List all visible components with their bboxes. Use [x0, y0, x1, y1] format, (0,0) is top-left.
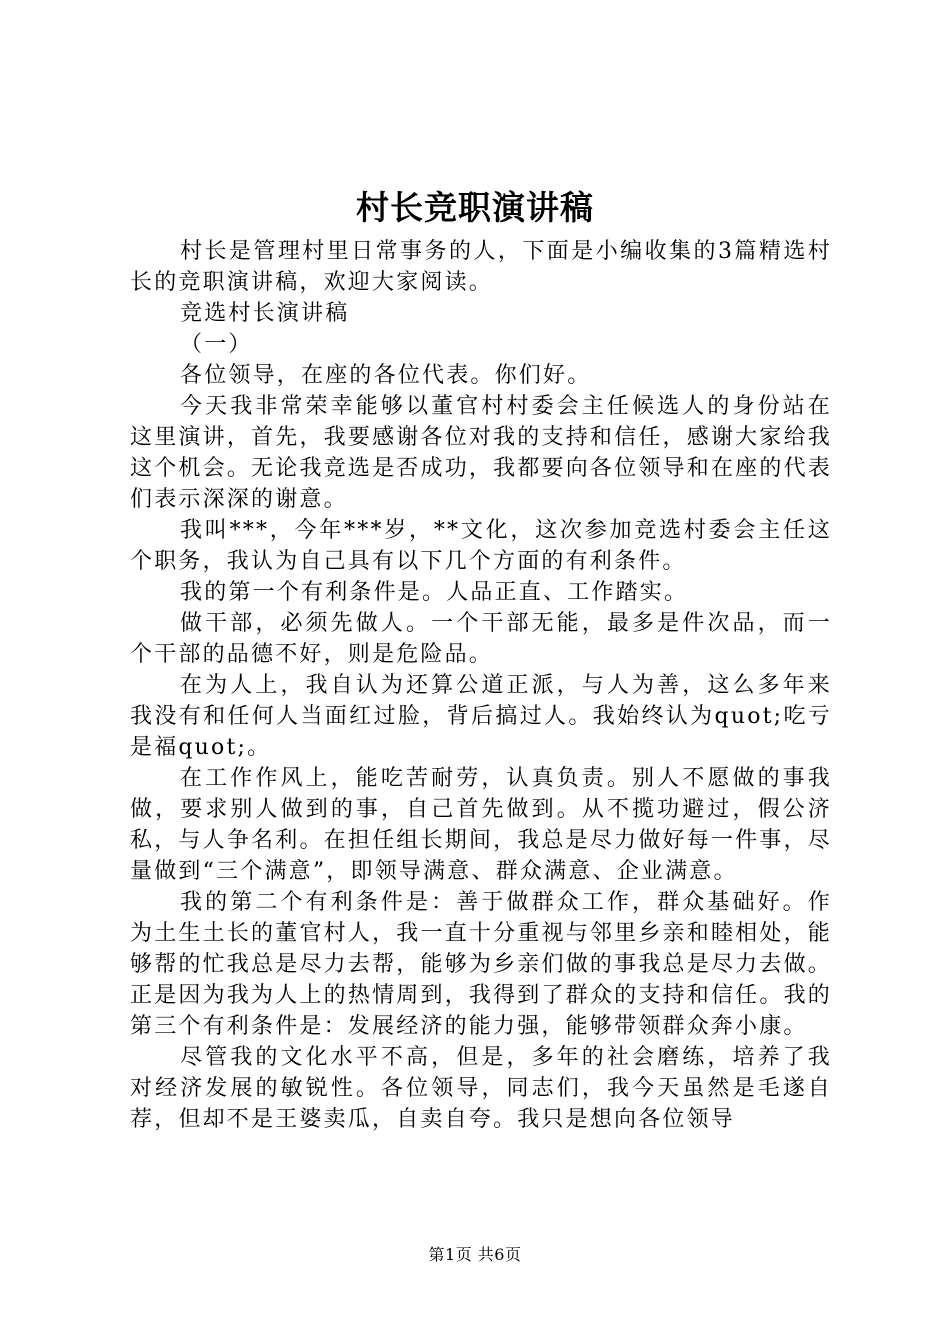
page-footer: 第1页 共6页: [428, 1245, 522, 1264]
paragraph-intro: 村长是管理村里日常事务的人，下面是小编收集的3篇精选村长的竞职演讲稿，欢迎大家阅读。: [130, 239, 832, 295]
paragraph-work-style: 在工作作风上，能吃苦耐劳，认真负责。别人不愿做的事我做，要求别人做到的事，自己首先做到。从不揽功避过，假公济私，与人争名利。在担任组长期间，我总是尽力做好每一件事，尽量做到“三个满意”，即领导满意、群众满意、企业满意。: [130, 766, 832, 884]
paragraph-self-intro: 我叫***，今年***岁，**文化，这次参加竞选村委会主任这个职务，我认为自己具有以下几个方面的有利条件。: [130, 518, 832, 574]
document-body: [130, 236, 832, 1135]
paragraph-condition-two-three: 我的第二个有利条件是：善于做群众工作，群众基础好。作为土生土长的董官村人，我一直十分重视与邻里乡亲和睦相处，能够帮的忙我总是尽力去帮，能够为乡亲们做的事我总是尽力去做。正是因为我为人上的热情周到，我得到了群众的支持和信任。我的第三个有利条件是：发展经济的能力强，能够带领群众奔小康。: [130, 890, 832, 1039]
page-title: 村长竞职演讲稿: [356, 188, 594, 227]
paragraph-character: 做干部，必须先做人。一个干部无能，最多是件次品，而一个干部的品德不好，则是危险品。: [130, 611, 832, 667]
paragraph-thanks: 今天我非常荣幸能够以董官村村委会主任候选人的身份站在这里演讲，首先，我要感谢各位对我的支持和信任，感谢大家给我这个机会。无论我竞选是否成功，我都要向各位领导和在座的代表们表示深深的谢意。: [130, 394, 832, 512]
paragraph-closing: 尽管我的文化水平不高，但是，多年的社会磨练，培养了我对经济发展的敏锐性。各位领导，同志们，我今天虽然是毛遂自荐，但却不是王婆卖瓜，自卖自夸。我只是想向各位领导: [130, 1045, 832, 1132]
paragraph-section-heading: 竞选村长演讲稿: [180, 301, 350, 326]
paragraph-condition-one: 我的第一个有利条件是。人品正直、工作踏实。: [180, 580, 689, 605]
paragraph-greeting: 各位领导，在座的各位代表。你们好。: [180, 363, 592, 388]
paragraph-conduct: 在为人上，我自认为还算公道正派，与人为善，这么多年来我没有和任何人当面红过脸，背后搞过人。我始终认为quot;吃亏是福quot;。: [130, 673, 832, 760]
paragraph-section-number: （一）: [180, 332, 253, 357]
